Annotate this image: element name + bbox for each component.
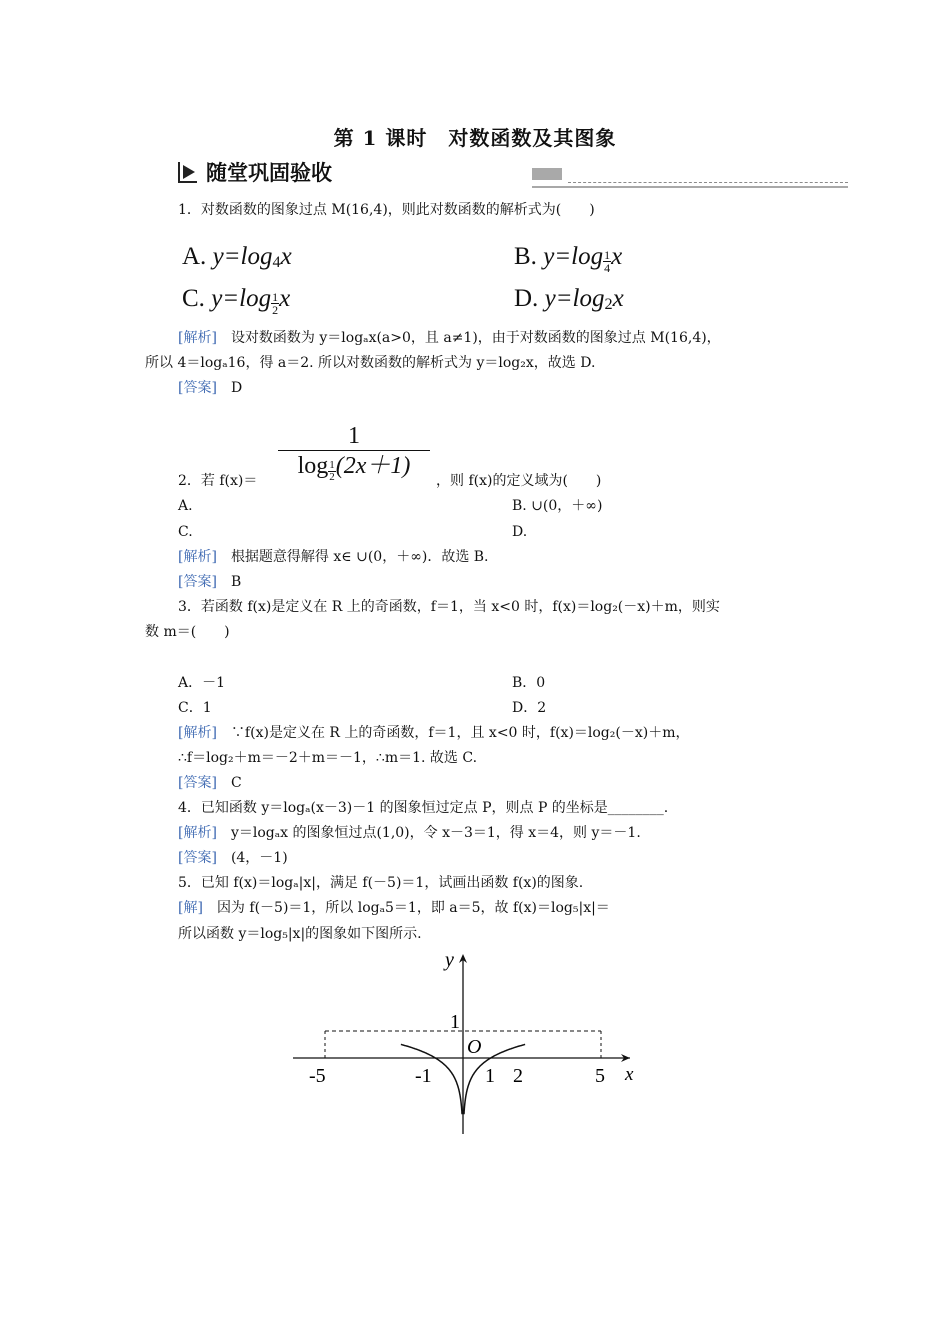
q2-option-d: D. — [512, 524, 528, 540]
section-title: 随堂巩固验收 — [206, 161, 332, 185]
section-banner — [176, 158, 848, 188]
q2-fraction — [276, 422, 432, 483]
q5-solution — [178, 899, 610, 917]
q1-answer-value: D — [230, 380, 243, 396]
q3-option-c: C．1 — [178, 700, 212, 716]
y-axis-label: y — [445, 949, 454, 971]
q1-b-base-den: 4 — [604, 261, 611, 275]
q1-b-base-num: 1 — [604, 248, 611, 262]
q1-analysis — [178, 329, 721, 347]
q1-analysis-line2: 所以 4＝logₐ16，得 a＝2. 所以对数函数的解析式为 y＝log₂x，故选 D. — [145, 355, 596, 371]
q1-analysis-line1: 设对数函数为 y＝logₐx(a>0，且 a≠1)，由于对数函数的图象过点 M(16,4)， — [230, 330, 721, 346]
q2-option-b: B. ∪(0，＋∞) — [512, 498, 603, 514]
q3-analysis-tag: [解析] — [178, 725, 217, 741]
q5-solution-tag: [解] — [178, 900, 203, 916]
q1-option-c — [182, 284, 290, 316]
q1-c-var: x — [279, 285, 291, 312]
q1-a-fn: y=log — [212, 243, 273, 270]
q1-a-label: A. — [182, 243, 207, 270]
tick-n5-label: -5 — [309, 1065, 326, 1087]
q1-option-d — [514, 284, 624, 319]
q1-answer — [178, 379, 242, 397]
q2-answer — [178, 573, 241, 591]
q1-stem: 1．对数函数的图象过点 M(16,4)，则此对数函数的解析式为( ) — [178, 202, 595, 218]
q2-stem-left: 2．若 f(x)＝ — [178, 473, 258, 489]
q4-answer-value: (4，－1) — [230, 850, 288, 866]
q2-analysis — [178, 548, 489, 566]
q2-answer-value: B — [230, 574, 242, 590]
q2-frac-fn: log — [297, 453, 329, 479]
q2-frac-arg: (2x＋1) — [335, 453, 411, 479]
q1-c-base — [271, 291, 279, 316]
q2-frac-base-den: 2 — [329, 471, 335, 483]
tick-1-label: 1 — [485, 1065, 495, 1087]
q2-frac-num: 1 — [348, 423, 360, 449]
banner-solid-rule — [532, 186, 848, 188]
q3-answer — [178, 774, 242, 792]
play-arrow-icon — [176, 160, 200, 184]
tick-n1-label: -1 — [415, 1065, 432, 1087]
q5-solution-line1: 因为 f(－5)＝1，所以 logₐ5＝1，即 a＝5，故 f(x)＝log₅|x|＝ — [216, 900, 610, 916]
q3-option-a: A．－1 — [178, 675, 226, 691]
q3-option-b: B．0 — [512, 675, 546, 691]
banner-block — [532, 168, 562, 180]
q3-stem-line1: 3．若函数 f(x)是定义在 R 上的奇函数，f＝1，当 x<0 时，f(x)＝log₂(－x)＋m，则实 — [178, 599, 720, 615]
q3-analysis-line1: ∵f(x)是定义在 R 上的奇函数，f＝1，且 x<0 时，f(x)＝log₂(－x)＋m， — [230, 725, 690, 741]
q3-analysis-line2: ∴f＝log₂＋m＝－2＋m＝－1，∴m＝1. 故选 C. — [178, 750, 478, 766]
q1-b-base — [603, 249, 611, 274]
q2-frac-base-num: 1 — [329, 459, 335, 471]
q4-analysis — [178, 824, 641, 842]
q1-d-fn: y=log — [544, 285, 605, 312]
q2-option-c: C. — [178, 524, 193, 540]
q1-option-a — [182, 242, 292, 277]
q1-b-fn: y=log — [543, 243, 604, 270]
q5-solution-line2: 所以函数 y＝log₅|x|的图象如下图所示. — [178, 926, 422, 942]
banner-dashed-rule — [568, 182, 848, 183]
q3-answer-value: C — [230, 775, 242, 791]
q1-b-label: B. — [514, 243, 537, 270]
q2-frac-den — [276, 451, 432, 483]
q1-b-var: x — [611, 243, 623, 270]
q2-analysis-text: 根据题意得解得 x∈ ∪(0，＋∞)．故选 B. — [230, 549, 489, 565]
q1-d-base: 2 — [604, 295, 613, 313]
q4-stem: 4．已知函数 y＝logₐ(x－3)－1 的图象恒过定点 P，则点 P 的坐标是________. — [178, 800, 669, 816]
q5-stem: 5．已知 f(x)＝logₐ|x|，满足 f(－5)＝1，试画出函数 f(x)的图象. — [178, 875, 584, 891]
tick-2-label: 2 — [513, 1065, 523, 1087]
log-graph — [285, 948, 645, 1138]
q4-answer-tag: [答案] — [178, 850, 217, 866]
q1-option-b — [514, 242, 622, 274]
q1-analysis-tag: [解析] — [178, 330, 217, 346]
q3-analysis — [178, 724, 689, 742]
q3-option-d: D．2 — [512, 700, 547, 716]
q2-answer-tag: [答案] — [178, 574, 217, 590]
q4-analysis-text: y＝logₐx 的图象恒过点(1,0)，令 x－3＝1，得 x＝4，则 y＝－1. — [230, 825, 641, 841]
q2-analysis-tag: [解析] — [178, 549, 217, 565]
q1-c-fn: y=log — [211, 285, 272, 312]
q1-c-base-num: 1 — [272, 290, 279, 304]
q1-a-base: 4 — [272, 253, 281, 271]
q1-answer-tag: [答案] — [178, 380, 217, 396]
q1-d-var: x — [612, 285, 624, 312]
q2-option-a: A. — [178, 498, 193, 514]
tick-y1-label: 1 — [450, 1011, 460, 1033]
q1-c-label: C. — [182, 285, 205, 312]
origin-label: O — [467, 1036, 482, 1058]
tick-5-label: 5 — [595, 1065, 605, 1087]
q4-analysis-tag: [解析] — [178, 825, 217, 841]
q2-stem-right: ，则 f(x)的定义域为( ) — [436, 473, 602, 489]
q1-d-label: D. — [514, 285, 539, 312]
x-axis-label: x — [625, 1064, 634, 1085]
page-title: 第 1 课时 对数函数及其图象 — [333, 126, 617, 150]
q4-answer — [178, 849, 288, 867]
q1-a-var: x — [280, 243, 292, 270]
q2-frac-base — [328, 460, 336, 483]
q1-c-base-den: 2 — [272, 303, 279, 317]
q3-stem-line2: 数 m＝( ) — [145, 624, 230, 640]
q3-answer-tag: [答案] — [178, 775, 217, 791]
